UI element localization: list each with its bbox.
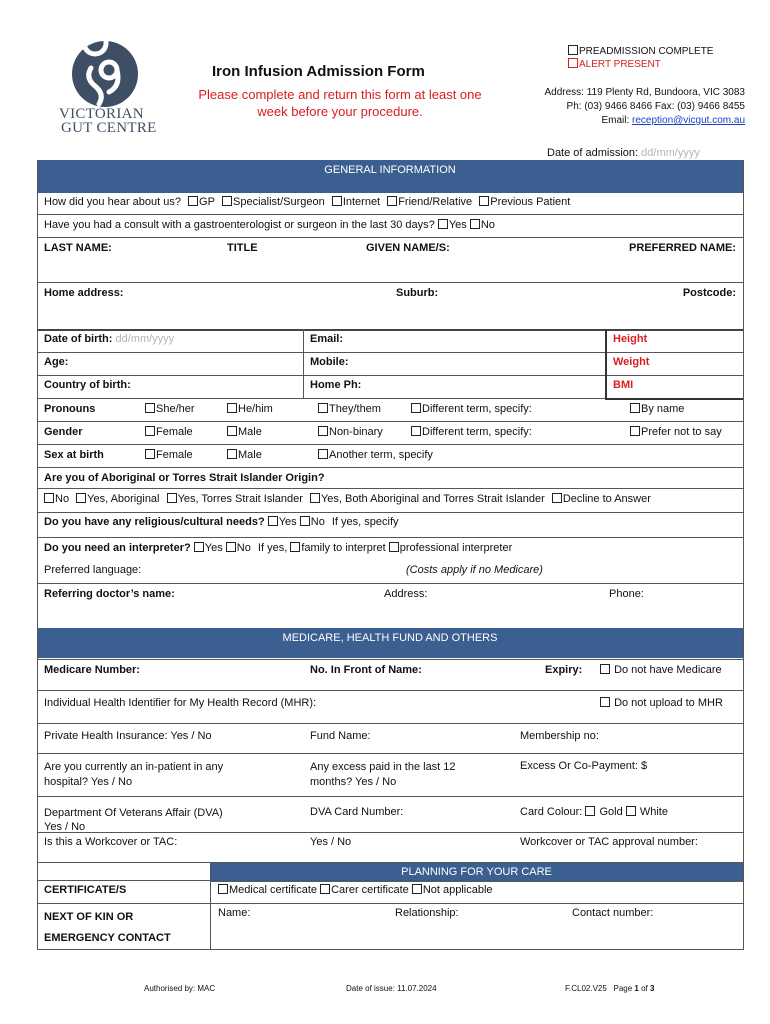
private-insurance-label: Private Health Insurance: Yes / No xyxy=(44,730,212,742)
checkbox-icon xyxy=(76,493,86,503)
home-ph-label: Home Ph: xyxy=(310,379,362,391)
no-medicare-checkbox[interactable]: Do not have Medicare xyxy=(600,664,722,676)
checkbox-icon xyxy=(44,493,54,503)
general-info-heading: GENERAL INFORMATION xyxy=(37,160,743,193)
gender-option[interactable]: Male xyxy=(227,426,262,438)
postcode-label: Postcode: xyxy=(682,287,736,299)
checkbox-icon xyxy=(412,884,422,894)
home-address-label: Home address: xyxy=(44,287,124,299)
certificate-options[interactable]: Medical certificate Carer certificate Not applicable xyxy=(218,884,493,896)
pronoun-option[interactable]: Different term, specify: xyxy=(411,403,532,415)
medicare-number-label: Medicare Number: xyxy=(44,664,140,676)
sex-option[interactable]: Female xyxy=(145,449,193,461)
checkbox-icon xyxy=(479,196,489,206)
expiry-label: Expiry: xyxy=(545,664,583,676)
checkbox-icon xyxy=(227,426,237,436)
gender-option[interactable]: Different term, specify: xyxy=(411,426,532,438)
dva-label: Department Of Veterans Affair (DVA) Yes / No xyxy=(44,807,223,833)
checkbox-icon xyxy=(227,449,237,459)
certificate-label: CERTIFICATE/S xyxy=(44,884,127,896)
referring-address-label: Address: xyxy=(384,588,428,600)
inpatient-label: Are you currently an in-patient in any hospital? Yes / No xyxy=(44,761,224,788)
excess-label: Any excess paid in the last 12 months? Yes / No xyxy=(310,761,456,788)
costs-note: (Costs apply if no Medicare) xyxy=(406,564,543,576)
checkbox-icon xyxy=(227,403,237,413)
clinic-email: Email: reception@vicgut.com.au xyxy=(601,115,745,126)
dob-field[interactable]: Date of birth: dd/mm/yyyy xyxy=(44,333,175,345)
pronouns-label: Pronouns xyxy=(44,403,96,415)
workcover-approval-label: Workcover or TAC approval number: xyxy=(520,836,698,848)
checkbox-icon xyxy=(411,426,421,436)
hear-about-row[interactable]: How did you hear about us? GP Specialist/Surgeon Internet Friend/Relative Previous Patient xyxy=(44,196,571,208)
referring-phone-label: Phone: xyxy=(609,588,644,600)
nok-contact-label: Contact number: xyxy=(572,907,654,919)
planning-heading: PLANNING FOR YOUR CARE xyxy=(210,862,743,882)
checkbox-icon xyxy=(626,806,636,816)
sex-label: Sex at birth xyxy=(44,449,104,461)
preadmission-checkbox[interactable]: PREADMISSION COMPLETE xyxy=(568,45,713,57)
last-name-label: LAST NAME: xyxy=(44,242,112,254)
workcover-label: Is this a Workcover or TAC: xyxy=(44,836,178,848)
checkbox-icon xyxy=(438,219,448,229)
checkbox-icon xyxy=(389,542,399,552)
dva-card-label: DVA Card Number: xyxy=(310,806,404,818)
checkbox-icon xyxy=(318,426,328,436)
checkbox-icon xyxy=(188,196,198,206)
no-mhr-checkbox[interactable]: Do not upload to MHR xyxy=(600,697,723,709)
checkbox-icon xyxy=(268,516,278,526)
preferred-language-label: Preferred language: xyxy=(44,564,142,576)
checkbox-icon xyxy=(167,493,177,503)
checkbox-icon xyxy=(226,542,236,552)
preferred-name-label: PREFERRED NAME: xyxy=(629,242,736,254)
given-name-label: GIVEN NAME/S: xyxy=(366,242,450,254)
suburb-label: Suburb: xyxy=(396,287,439,299)
title-label: TITLE xyxy=(227,242,258,254)
membership-label: Membership no: xyxy=(520,730,599,742)
checkbox-icon xyxy=(552,493,562,503)
nok-label: NEXT OF KIN OR EMERGENCY CONTACT xyxy=(44,911,171,944)
checkbox-icon xyxy=(218,884,228,894)
nok-relationship-label: Relationship: xyxy=(395,907,459,919)
footer-issue-date: Date of issue: 11.07.2024 xyxy=(346,984,437,993)
checkbox-icon xyxy=(600,664,610,674)
referring-doctor-label: Referring doctor’s name: xyxy=(44,588,175,600)
pronoun-option[interactable]: They/them xyxy=(318,403,381,415)
checkbox-icon xyxy=(300,516,310,526)
email-link[interactable]: reception@vicgut.com.au xyxy=(632,115,745,126)
aboriginal-question: Are you of Aboriginal or Torres Strait Islander Origin? xyxy=(44,472,325,484)
form-instruction: Please complete and return this form at least one week before your procedure. xyxy=(198,87,482,119)
logo xyxy=(55,40,165,140)
card-colour-row[interactable]: Card Colour: Gold White xyxy=(520,806,668,818)
mobile-label: Mobile: xyxy=(310,356,349,368)
checkbox-icon xyxy=(568,58,578,68)
copayment-label: Excess Or Co-Payment: $ xyxy=(520,760,648,772)
checkbox-icon xyxy=(222,196,232,206)
gender-option[interactable]: Female xyxy=(145,426,193,438)
fund-name-label: Fund Name: xyxy=(310,730,371,742)
aboriginal-options[interactable]: No Yes, Aboriginal Yes, Torres Strait Islander Yes, Both Aboriginal and Torres Strait Islander Decline to Answer xyxy=(44,493,651,505)
ihi-label: Individual Health Identifier for My Health Record (MHR): xyxy=(44,697,317,709)
checkbox-icon xyxy=(387,196,397,206)
medicare-heading: MEDICARE, HEALTH FUND AND OTHERS xyxy=(37,628,743,658)
checkbox-icon xyxy=(318,449,328,459)
checkbox-icon xyxy=(585,806,595,816)
pronoun-option[interactable]: By name xyxy=(630,403,684,415)
footer-authorised: Authorised by: MAC xyxy=(144,984,216,993)
front-name-label: No. In Front of Name: xyxy=(310,664,422,676)
pronoun-option[interactable]: She/her xyxy=(145,403,195,415)
admission-date[interactable]: Date of admission: dd/mm/yyyy xyxy=(547,147,700,159)
checkbox-icon xyxy=(320,884,330,894)
bmi-label: BMI xyxy=(613,379,634,391)
alert-checkbox[interactable]: ALERT PRESENT xyxy=(568,58,661,70)
clinic-address: Address: 119 Plenty Rd, Bundoora, VIC 3083 xyxy=(544,87,745,98)
country-label: Country of birth: xyxy=(44,379,131,391)
checkbox-icon xyxy=(194,542,204,552)
checkbox-icon xyxy=(145,449,155,459)
footer-page: F.CL02.V25 Page 1 of 3 xyxy=(565,984,655,993)
checkbox-icon xyxy=(290,542,300,552)
gender-option[interactable]: Prefer not to say xyxy=(630,426,722,438)
checkbox-icon xyxy=(630,426,640,436)
clinic-phone: Ph: (03) 9466 8466 Fax: (03) 9466 8455 xyxy=(566,101,745,112)
logo-line1: VICTORIAN xyxy=(59,106,144,122)
nok-name-label: Name: xyxy=(218,907,251,919)
logo-line2: GUT CENTRE xyxy=(61,120,157,136)
logo-mark-icon xyxy=(55,40,165,110)
sex-option[interactable]: Another term, specify xyxy=(318,449,433,461)
workcover-yes-no: Yes / No xyxy=(310,836,352,848)
checkbox-icon xyxy=(310,493,320,503)
checkbox-icon xyxy=(145,426,155,436)
sex-option[interactable]: Male xyxy=(227,449,262,461)
checkbox-icon xyxy=(600,697,610,707)
religious-row[interactable]: Do you have any religious/cultural needs? Yes No If yes, specify xyxy=(44,516,399,528)
gender-label: Gender xyxy=(44,426,83,438)
interpreter-row[interactable]: Do you need an interpreter? Yes No If yes, family to interpret professional interpreter xyxy=(44,542,513,554)
checkbox-icon xyxy=(470,219,480,229)
pronoun-option[interactable]: He/him xyxy=(227,403,273,415)
checkbox-icon xyxy=(318,403,328,413)
weight-label: Weight xyxy=(613,356,650,368)
checkbox-icon xyxy=(411,403,421,413)
email-label: Email: xyxy=(310,333,344,345)
age-label: Age: xyxy=(44,356,69,368)
checkbox-icon xyxy=(630,403,640,413)
checkbox-icon xyxy=(568,45,578,55)
height-label: Height xyxy=(613,333,648,345)
checkbox-icon xyxy=(332,196,342,206)
form-title: Iron Infusion Admission Form xyxy=(212,63,425,80)
gender-option[interactable]: Non-binary xyxy=(318,426,383,438)
checkbox-icon xyxy=(145,403,155,413)
consult-row[interactable]: Have you had a consult with a gastroenterologist or surgeon in the last 30 days? Yes No xyxy=(44,219,495,231)
